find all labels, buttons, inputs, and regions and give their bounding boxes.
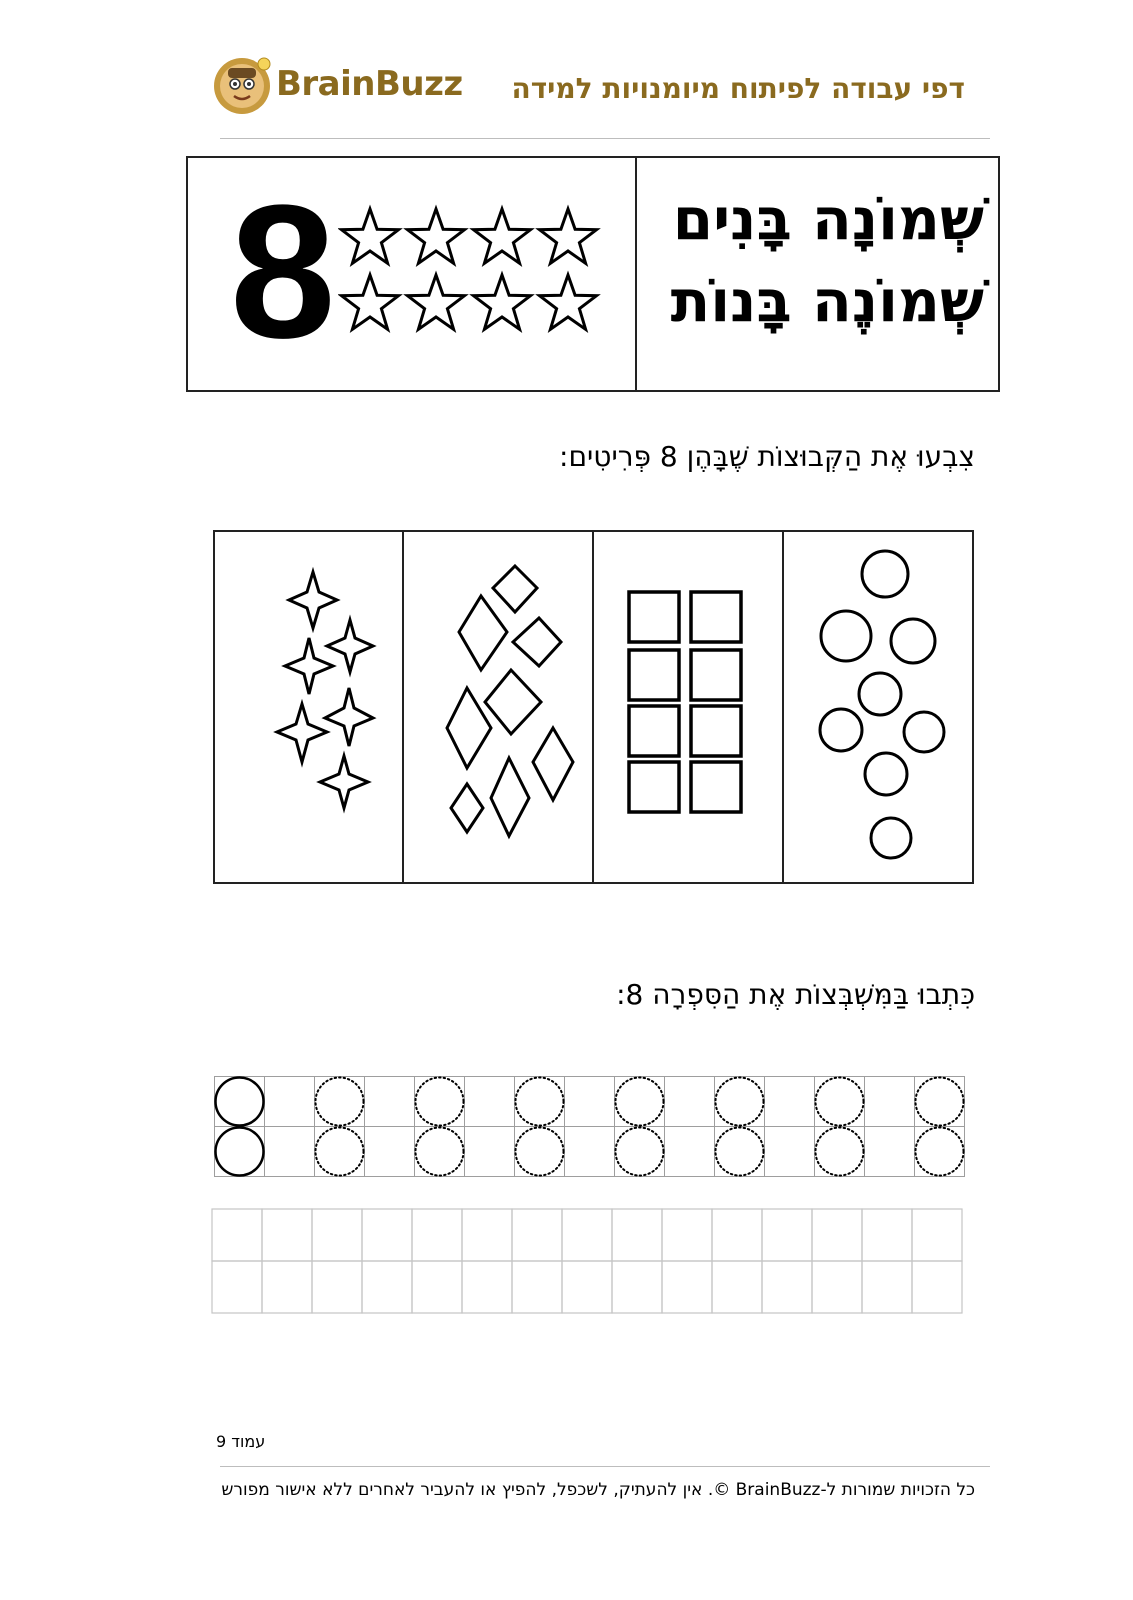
group-stars[interactable] (277, 572, 373, 808)
writing-cell[interactable] (712, 1261, 762, 1313)
diamond-icon (447, 688, 491, 768)
diamond-icon (493, 566, 537, 612)
page-number: עמוד 9 (216, 1432, 266, 1451)
writing-cell[interactable] (762, 1209, 812, 1261)
writing-cell[interactable] (912, 1209, 962, 1261)
star-icon (540, 275, 597, 329)
tracing-grid[interactable] (214, 1076, 966, 1178)
star-icon (408, 209, 465, 263)
writing-cell[interactable] (662, 1261, 712, 1313)
circle-icon (820, 709, 862, 751)
sparkle-icon (325, 688, 373, 746)
writing-cell[interactable] (612, 1261, 662, 1313)
grid-cell[interactable] (365, 1127, 415, 1177)
sparkle-icon (289, 572, 337, 628)
circle-icon (859, 673, 901, 715)
writing-cell[interactable] (212, 1261, 262, 1313)
writing-cell[interactable] (762, 1261, 812, 1313)
box-divider (635, 158, 637, 390)
writing-cell[interactable] (562, 1261, 612, 1313)
writing-cell[interactable] (462, 1209, 512, 1261)
header-title: דפי עבודה לפיתוח מיומנויות למידה (511, 72, 965, 105)
writing-cell[interactable] (512, 1209, 562, 1261)
groups-table (213, 530, 975, 886)
grid-cell[interactable] (765, 1077, 815, 1127)
brainbuzz-logo (212, 52, 492, 122)
star-icon (342, 275, 399, 329)
sparkle-icon (327, 620, 373, 672)
header-divider (220, 138, 990, 139)
writing-grid[interactable] (211, 1208, 965, 1316)
big-number: 8 (230, 166, 336, 378)
square-icon (691, 592, 741, 642)
diamond-icon (485, 670, 541, 734)
grid-cell[interactable] (265, 1127, 315, 1177)
grid-cell[interactable] (465, 1077, 515, 1127)
grid-cell[interactable] (565, 1077, 615, 1127)
circle-icon (862, 551, 908, 597)
sparkle-icon (277, 704, 327, 762)
star-icon (540, 209, 597, 263)
writing-cell[interactable] (912, 1261, 962, 1313)
mascot-icon (212, 54, 274, 116)
writing-cell[interactable] (862, 1261, 912, 1313)
writing-cell[interactable] (662, 1209, 712, 1261)
diamond-icon (533, 728, 573, 800)
grid-cell[interactable] (465, 1127, 515, 1177)
grid-cell[interactable] (665, 1127, 715, 1177)
title-line-girls: שְׁמוֹנֶה בָּנוֹת (670, 267, 984, 335)
logo-text: BrainBuzz (276, 64, 463, 104)
writing-cell[interactable] (412, 1261, 462, 1313)
number-intro-box (186, 156, 1000, 392)
square-icon (691, 650, 741, 700)
grid-cell[interactable] (365, 1077, 415, 1127)
writing-cell[interactable] (512, 1261, 562, 1313)
group-diamonds[interactable] (447, 566, 573, 836)
grid-cell[interactable] (565, 1127, 615, 1177)
circle-icon (891, 619, 935, 663)
grid-cell[interactable] (265, 1077, 315, 1127)
writing-cell[interactable] (462, 1261, 512, 1313)
grid-cell[interactable] (865, 1077, 915, 1127)
writing-cell[interactable] (412, 1209, 462, 1261)
grid-cell[interactable] (765, 1127, 815, 1177)
copyright-notice: כל הזכויות שמורות ל-BrainBuzz ©. אין להעתיק, לשכפל, להפיץ או להעביר לאחרים ללא אישור מפורש (221, 1480, 975, 1500)
title-line-boys: שְׁמוֹנָה בָּנִים (672, 185, 984, 253)
instruction-color-groups: צִבְעוּ אֶת הַקְּבוּצוֹת שֶׁבָּהֶן 8 פְּרִיטִים: (559, 440, 975, 473)
square-icon (629, 762, 679, 812)
writing-cell[interactable] (312, 1261, 362, 1313)
writing-cell[interactable] (562, 1209, 612, 1261)
group-squares[interactable] (629, 592, 741, 812)
square-icon (691, 706, 741, 756)
writing-cell[interactable] (362, 1209, 412, 1261)
sparkle-icon (320, 756, 368, 808)
circle-icon (904, 712, 944, 752)
writing-cell[interactable] (262, 1209, 312, 1261)
writing-cell[interactable] (812, 1261, 862, 1313)
square-icon (691, 762, 741, 812)
square-icon (629, 706, 679, 756)
square-icon (629, 650, 679, 700)
footer-divider (220, 1466, 990, 1467)
group-circles[interactable] (820, 551, 944, 858)
circle-icon (821, 611, 871, 661)
diamond-icon (491, 758, 529, 836)
writing-cell[interactable] (612, 1209, 662, 1261)
star-icon (408, 275, 465, 329)
star-icon (474, 209, 531, 263)
circle-icon (865, 753, 907, 795)
writing-cell[interactable] (312, 1209, 362, 1261)
diamond-icon (451, 784, 483, 832)
circle-icon (871, 818, 911, 858)
writing-cell[interactable] (712, 1209, 762, 1261)
diamond-icon (513, 618, 561, 666)
stars-group (338, 203, 608, 343)
writing-cell[interactable] (812, 1209, 862, 1261)
star-icon (474, 275, 531, 329)
instruction-write-digit: כִּתְבוּ בַּמִּשְׁבְּצוֹת אֶת הַסִּפְרָה 8: (616, 978, 975, 1011)
title-lines (671, 178, 984, 342)
grid-cell[interactable] (665, 1077, 715, 1127)
grid-cell[interactable] (865, 1127, 915, 1177)
writing-cell[interactable] (862, 1209, 912, 1261)
writing-cell[interactable] (362, 1261, 412, 1313)
diamond-icon (459, 596, 507, 670)
writing-cell[interactable] (262, 1261, 312, 1313)
star-icon (342, 209, 399, 263)
square-icon (629, 592, 679, 642)
writing-cell[interactable] (212, 1209, 262, 1261)
